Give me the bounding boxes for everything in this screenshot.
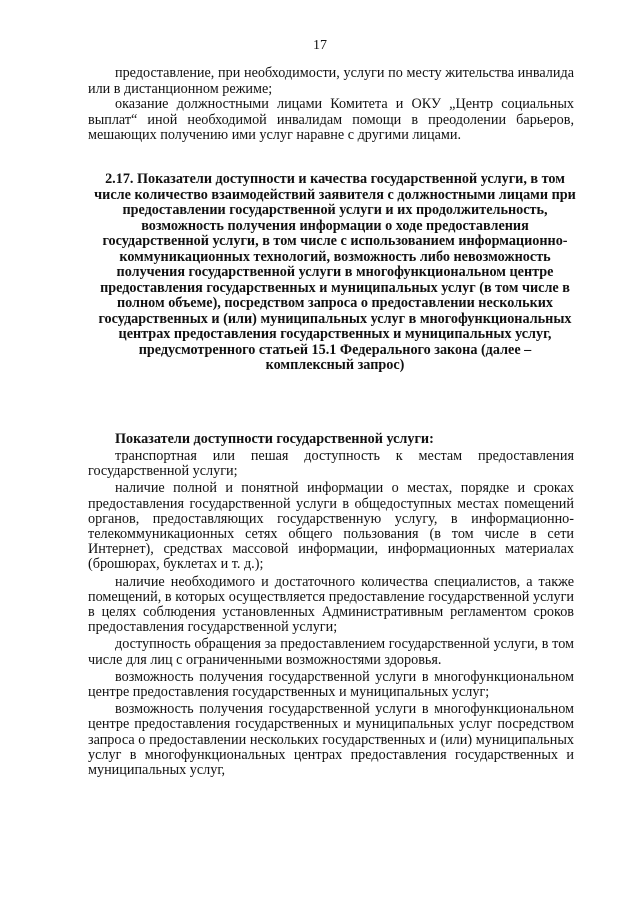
body-block <box>88 449 574 778</box>
page-number: 17 <box>313 38 327 53</box>
paragraph: предоставление, при необходимости, услуги по месту жительства инвалида или в дистанционном режиме; <box>88 65 574 97</box>
paragraph: возможность получения государственной услуги в многофункциональном центре предоставления государственных и муниципальных услуг посредством запроса о предоставлении нескольких государственных и (или) муниципальных услуг в многофункциональных центрах предоставления государственных и муниципальных услуг, <box>88 701 574 779</box>
paragraph: транспортная или пешая доступность к местам предоставления государственной услуги; <box>88 448 574 480</box>
paragraph: наличие полной и понятной информации о местах, порядке и сроках предоставления государственной услуги в общедоступных местах помещений органов, предоставляющих государственную услугу, в информационно-телекоммуникационных сетях общего пользования (в том числе в сети Интернет), средствах массовой информации, информационных материалах (брошюрах, буклетах и т. д.); <box>88 480 574 573</box>
subheading: Показатели доступности государственной услуги: <box>115 431 434 447</box>
top-block <box>88 66 574 144</box>
paragraph: наличие необходимого и достаточного количества специалистов, а также помещений, в которых осуществляется предоставление государственной услуги в целях соблюдения установленных Административным регламентом сроков предоставления государственной услуги; <box>88 573 574 636</box>
paragraph: доступность обращения за предоставлением государственной услуги, в том числе для лиц с ограниченными возможностями здоровья. <box>88 636 574 668</box>
section-heading: 2.17. Показатели доступности и качества государственной услуги, в том числе количество взаимодействий заявителя с должностными лицами при предоставлении государственной услуги и их продолжительность, возможность получения информации о ходе предоставления государственной услуги, в том числе с использованием информационно-коммуникационных технологий, возможность либо невозможность получения государственной услуги в многофункциональном центре предоставления государственных и муниципальных услуг (в том числе в полном объеме), посредством запроса о предоставлении нескольких государственных и (или) муниципальных услуг в многофункциональных центрах предоставления государственных и муниципальных услуг, предусмотренного статьей 15.1 Федерального закона (далее – комплексный запрос) <box>94 171 576 373</box>
paragraph: возможность получения государственной услуги в многофункциональном центре предоставления государственных и муниципальных услуг; <box>88 668 574 701</box>
paragraph: оказание должностными лицами Комитета и ОКУ „Центр социальных выплат“ иной необходимой инвалидам помощи в преодолении барьеров, мешающих получению ими услуг наравне с другими лицами. <box>88 96 574 144</box>
